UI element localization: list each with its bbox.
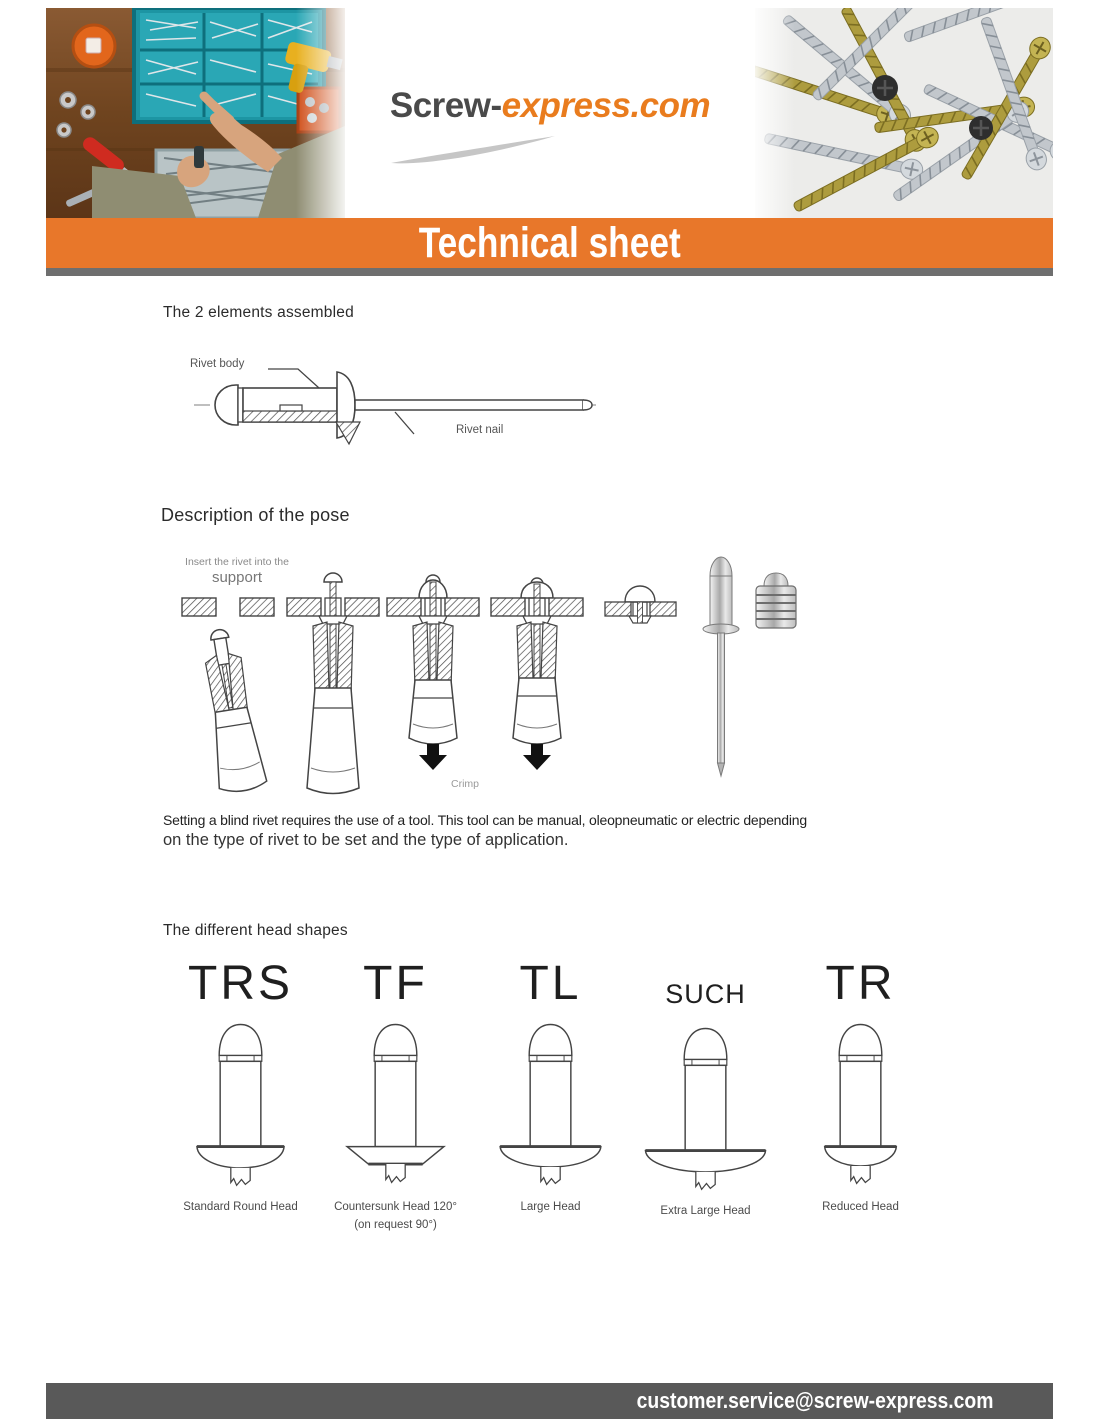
- pose-stage-2-drawing: [283, 560, 383, 800]
- head-shape-such: [628, 958, 783, 1235]
- tool-paragraph-line2: on the type of rivet to be set and the type of application.: [163, 831, 569, 849]
- tool-paragraph-line1: Setting a blind rivet requires the use of a tool. This tool can be manual, oleopneumatic or electric depending: [163, 812, 807, 828]
- rivet-extra-large-head-drawing: [628, 1018, 783, 1196]
- assembled-heading: The 2 elements assembled: [163, 304, 354, 321]
- assembled-diagram: [180, 348, 610, 466]
- logo-swoosh-icon: [387, 130, 562, 170]
- head-shape-tr: [783, 958, 938, 1235]
- head-code-tr: TR: [825, 957, 896, 1010]
- screws-photo: [755, 8, 1053, 218]
- head-code-tf: TF: [363, 957, 428, 1010]
- head-code-trs: TRS: [188, 957, 293, 1010]
- footer-bar: [46, 1383, 1053, 1419]
- banner-title: Technical sheet: [418, 218, 681, 267]
- workbench-photo-graphic: [46, 8, 345, 218]
- head-code-such: SUCH: [665, 979, 746, 1009]
- insert-note-line1: Insert the rivet into the: [185, 556, 289, 568]
- down-arrow-icon: [522, 744, 552, 770]
- workbench-photo: [46, 8, 345, 218]
- screws-photo-graphic: [755, 8, 1053, 218]
- crimp-label: Crimp: [451, 778, 479, 790]
- heads-heading: The different head shapes: [163, 922, 348, 939]
- head-caption-tr: Reduced Head: [822, 1201, 899, 1213]
- head-shape-tf: [318, 958, 473, 1235]
- rivet-standard-round-head-drawing: [163, 1014, 318, 1192]
- rivet-reduced-head-drawing: [783, 1014, 938, 1192]
- head-shapes-row: [163, 958, 938, 1235]
- rivet-body-label: Rivet body: [190, 358, 245, 370]
- insert-note-line2: support: [211, 569, 263, 586]
- head-caption-tf: Countersunk Head 120° (on request 90°): [334, 1201, 457, 1232]
- rivet-photo: [690, 550, 830, 800]
- head-shape-tl: [473, 958, 628, 1235]
- footer-email: customer.service@screw-express.com: [636, 1388, 993, 1413]
- pose-diagram-row: [165, 550, 915, 808]
- head-caption-tl: Large Head: [520, 1201, 581, 1213]
- pose-stage-5-drawing: [603, 582, 678, 637]
- logo-text-primary: Screw-: [389, 86, 502, 125]
- rivet-countersunk-head-drawing: [318, 1014, 473, 1192]
- banner-strip: [46, 268, 1053, 276]
- banner: [46, 218, 1053, 268]
- rivet-assembled-drawing: [180, 348, 610, 466]
- down-arrow-icon: [418, 744, 448, 770]
- pose-heading: Description of the pose: [161, 505, 350, 525]
- rivet-large-head-drawing: [473, 1014, 628, 1192]
- head-caption-such: Extra Large Head: [660, 1205, 751, 1217]
- head-shape-trs: [163, 958, 318, 1235]
- pose-stage-1-drawing: [178, 560, 278, 800]
- logo-text-secondary: express.com: [501, 86, 711, 125]
- logo-text: [345, 86, 755, 126]
- rivet-nail-label: Rivet nail: [456, 424, 504, 436]
- head-caption-trs: Standard Round Head: [183, 1201, 298, 1213]
- head-code-tl: TL: [519, 957, 582, 1010]
- logo: [345, 8, 755, 218]
